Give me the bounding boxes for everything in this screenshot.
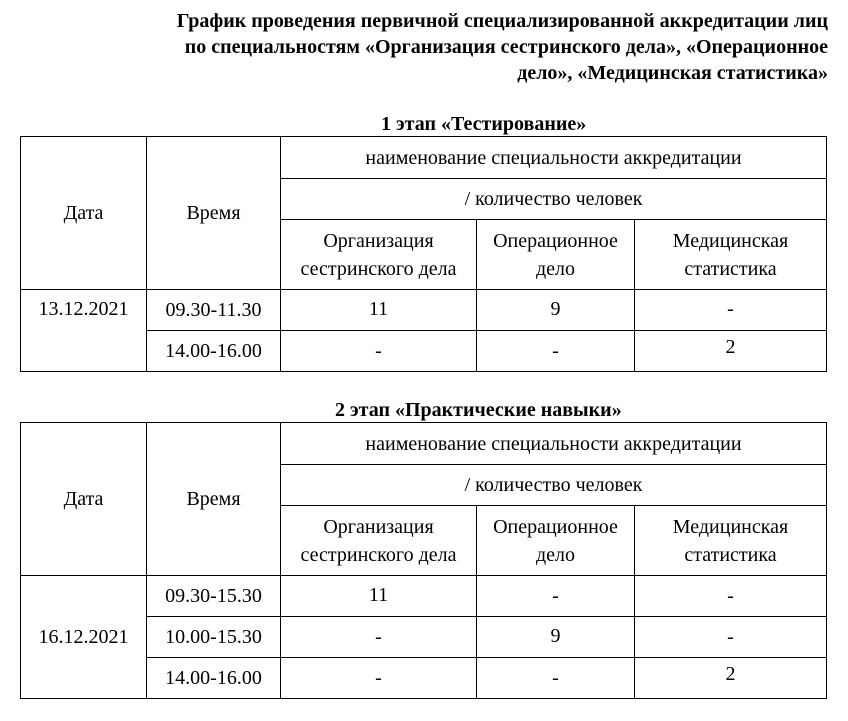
specialty-operating-line-2: дело <box>535 543 576 566</box>
table-row <box>21 423 827 465</box>
value-cell: 11 <box>281 576 477 617</box>
stage-1-table <box>20 136 827 372</box>
specialty-operating-line-1: Операционное <box>493 515 618 538</box>
title-line-1: График проведения первичной специализированной аккредитации лиц <box>176 10 828 32</box>
count-header: / количество человек <box>281 179 827 220</box>
specialty-nursing-line-1: Организация <box>323 515 434 538</box>
document-title <box>100 8 828 86</box>
table-row <box>21 290 827 331</box>
date-column-header: Дата <box>21 423 147 576</box>
specialty-header: наименование специальности аккредитации <box>281 137 827 179</box>
specialty-nursing-line-2: сестринского дела <box>300 543 457 566</box>
specialty-statistics-line-1: Медицинская <box>672 515 789 538</box>
title-line-3: дело», «Медицинская статистика» <box>517 62 828 84</box>
specialty-statistics <box>635 220 827 290</box>
value-cell: - <box>281 658 477 699</box>
time-cell: 14.00-16.00 <box>147 658 281 699</box>
value-cell: - <box>477 576 635 617</box>
value-cell: 2 <box>635 658 827 699</box>
title-line-2: по специальностям «Организация сестринского дела», «Операционное <box>184 36 828 58</box>
specialty-operating-line-1: Операционное <box>493 229 618 252</box>
specialty-statistics-line-2: статистика <box>684 257 777 280</box>
date-cell: 13.12.2021 <box>21 290 147 372</box>
value-cell: - <box>477 658 635 699</box>
value-cell: - <box>477 331 635 372</box>
table-row <box>21 137 827 179</box>
specialty-operating <box>477 506 635 576</box>
stage-2-table <box>20 422 827 699</box>
time-cell: 10.00-15.30 <box>147 617 281 658</box>
value-cell: - <box>635 617 827 658</box>
specialty-nursing <box>281 506 477 576</box>
specialty-statistics-line-1: Медицинская <box>672 229 789 252</box>
time-cell: 14.00-16.00 <box>147 331 281 372</box>
specialty-operating <box>477 220 635 290</box>
value-cell: 11 <box>281 290 477 331</box>
date-column-header: Дата <box>21 137 147 290</box>
specialty-operating-line-2: дело <box>535 257 576 280</box>
specialty-nursing <box>281 220 477 290</box>
count-header: / количество человек <box>281 465 827 506</box>
stage-2-heading: 2 этап «Практические навыки» <box>335 399 622 421</box>
time-cell: 09.30-11.30 <box>147 290 281 331</box>
time-column-header: Время <box>147 137 281 290</box>
value-cell: - <box>281 617 477 658</box>
time-cell: 09.30-15.30 <box>147 576 281 617</box>
value-cell: - <box>281 331 477 372</box>
value-cell: 9 <box>477 290 635 331</box>
value-cell: - <box>635 290 827 331</box>
time-column-header: Время <box>147 423 281 576</box>
value-cell: 2 <box>635 331 827 372</box>
specialty-statistics-line-2: статистика <box>684 543 777 566</box>
value-cell: - <box>635 576 827 617</box>
specialty-statistics <box>635 506 827 576</box>
date-cell: 16.12.2021 <box>21 576 147 699</box>
specialty-nursing-line-2: сестринского дела <box>300 257 457 280</box>
specialty-header: наименование специальности аккредитации <box>281 423 827 465</box>
specialty-nursing-line-1: Организация <box>323 229 434 252</box>
table-row <box>21 576 827 617</box>
value-cell: 9 <box>477 617 635 658</box>
stage-1-heading: 1 этап «Тестирование» <box>381 113 587 135</box>
